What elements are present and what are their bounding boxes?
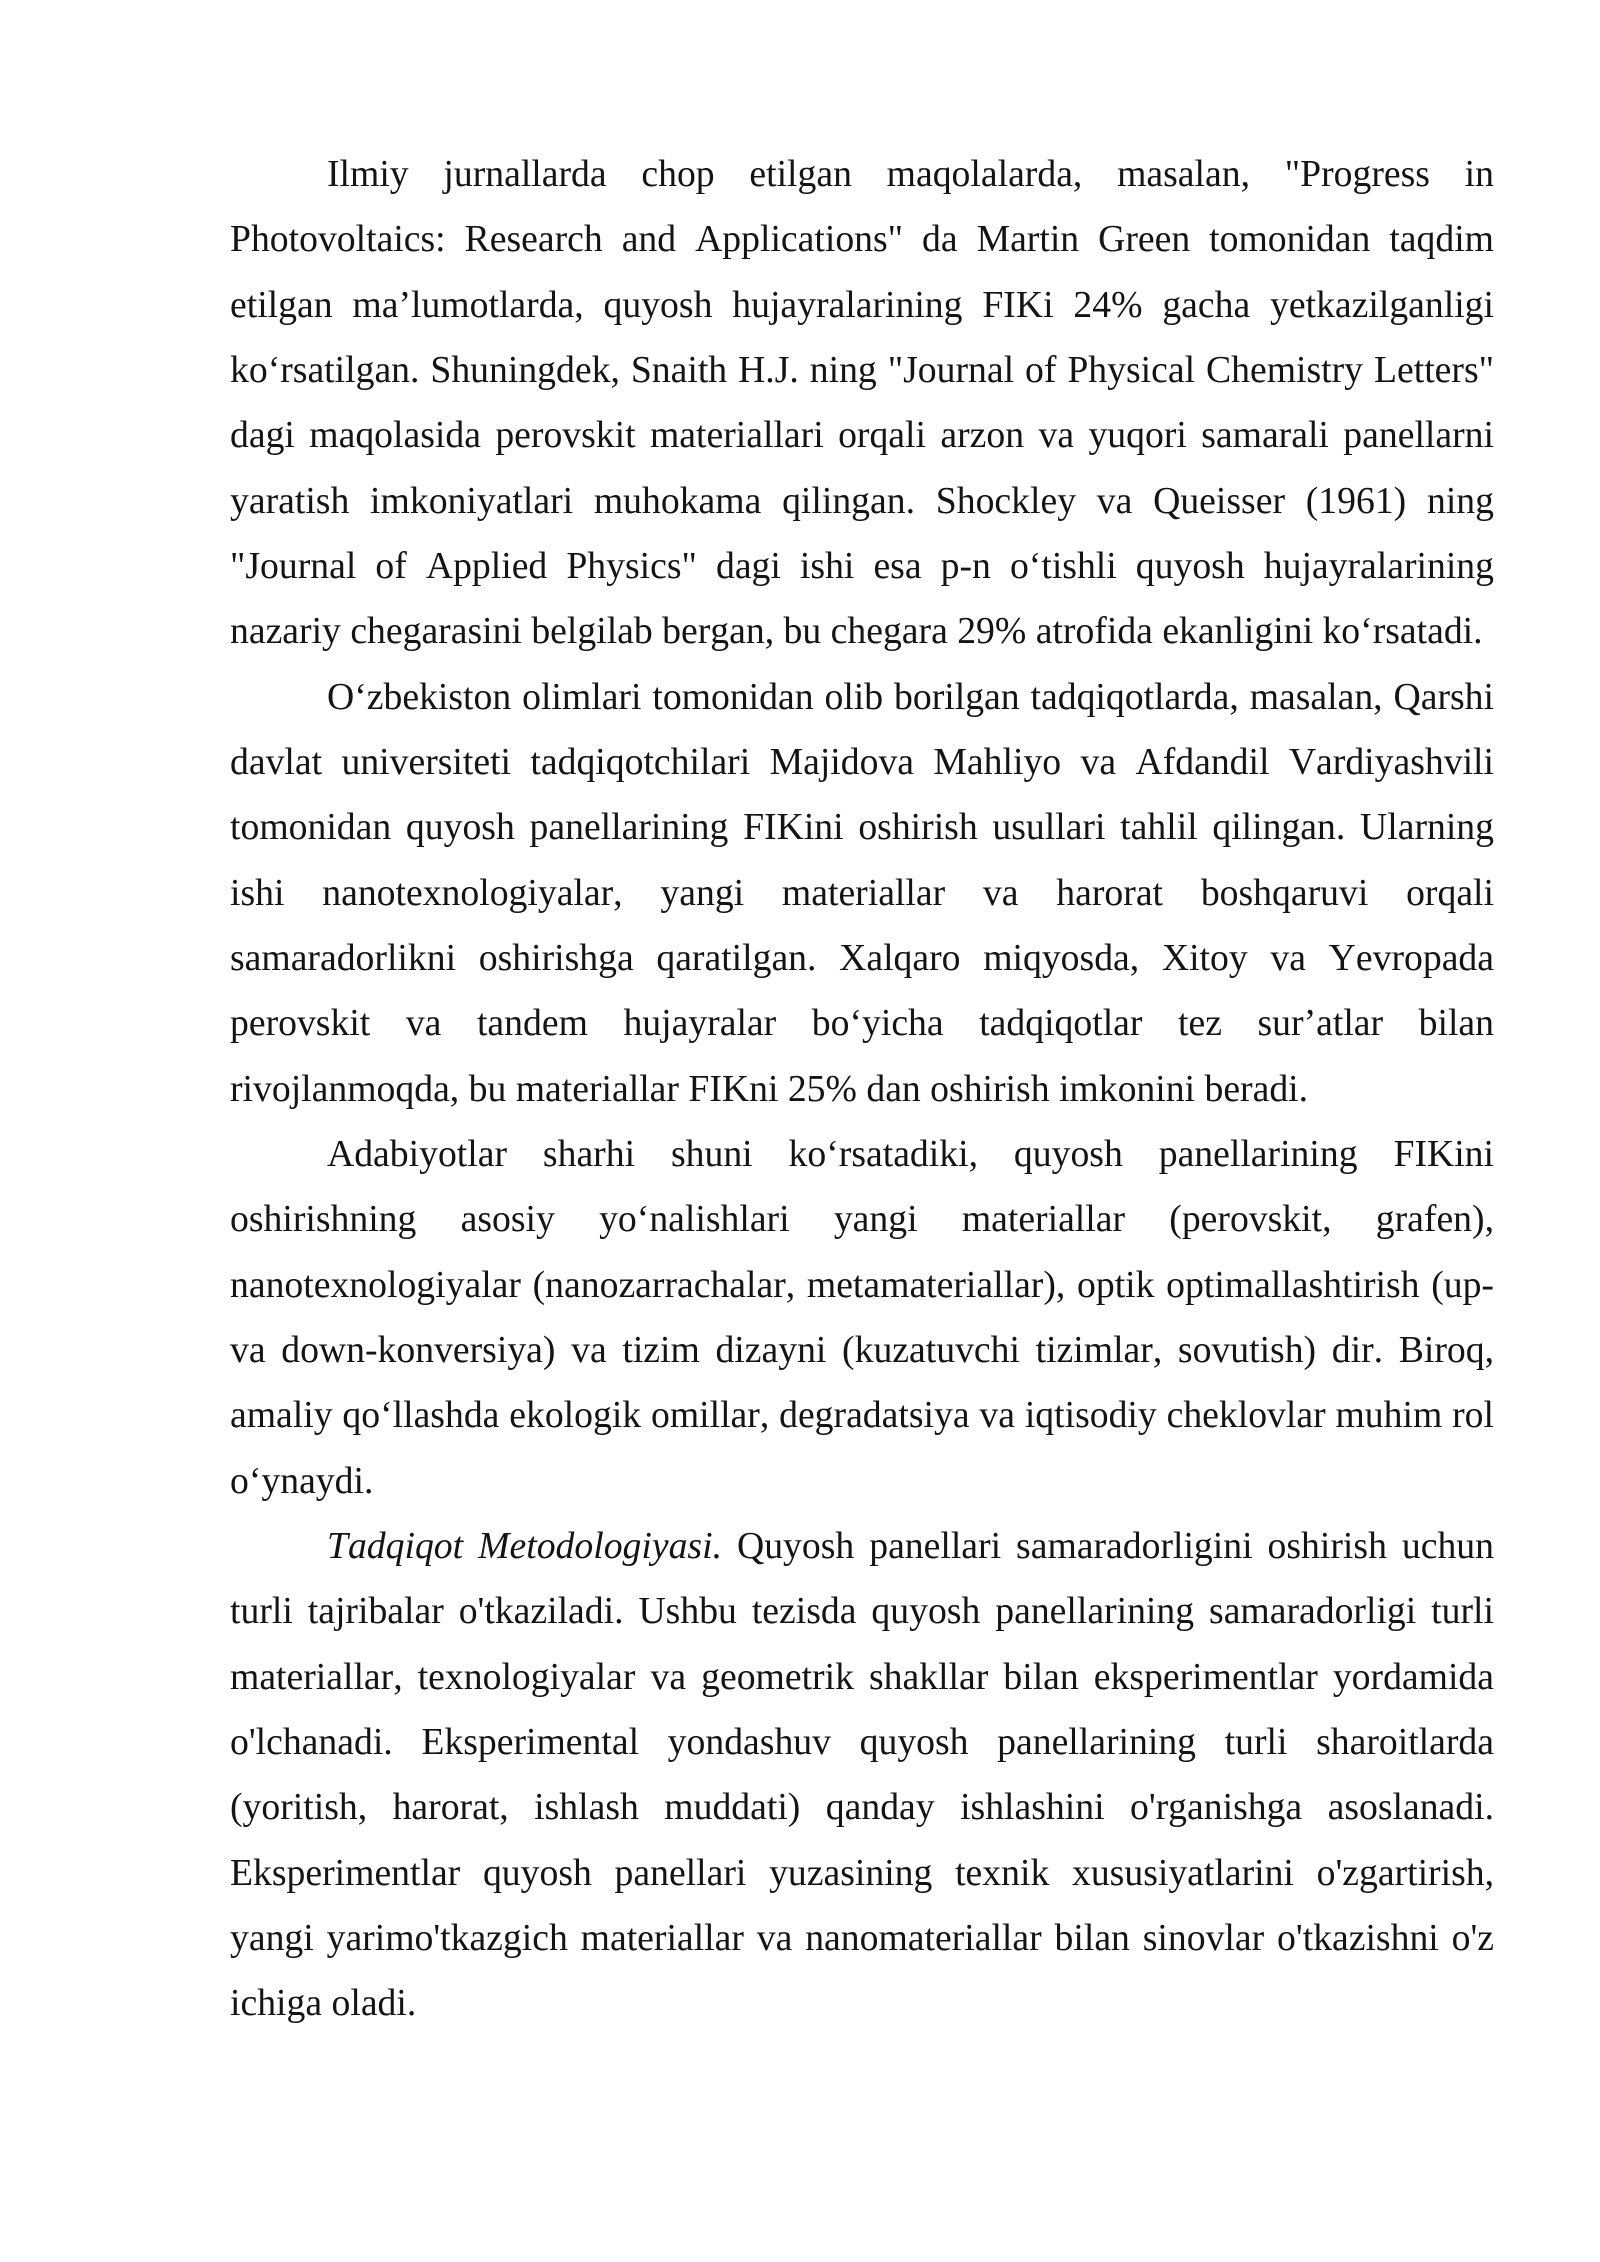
paragraph-line: etilgan ma’lumotlarda, quyosh hujayralarining FIKi 24% gacha yetkazilganligi: [230, 283, 1494, 326]
paragraph-line: dagi maqolasida perovskit materiallari orqali arzon va yuqori samarali panellarni: [230, 414, 1494, 457]
paragraph-line-text: Quyosh panellari samaradorligini oshirish uchun: [722, 1524, 1494, 1567]
paragraph-line: samaradorlikni oshirishga qaratilgan. Xalqaro miqyosda, Xitoy va Yevropada: [230, 936, 1494, 979]
paragraph-line: perovskit va tandem hujayralar bo‘yicha tadqiqotlar tez sur’atlar bilan: [230, 1002, 1494, 1045]
body-text: [230, 142, 1494, 2037]
paragraph-line: yaratish imkoniyatlari muhokama qilingan. Shockley va Queisser (1961) ning: [230, 479, 1494, 522]
paragraph-line: nazariy chegarasini belgilab bergan, bu chegara 29% atrofida ekanligini ko‘rsatadi.: [230, 610, 1483, 653]
methodology-run-in-heading: Tadqiqot Metodologiyasi.: [327, 1524, 722, 1567]
paragraph-line: amaliy qo‘llashda ekologik omillar, degradatsiya va iqtisodiy cheklovlar muhim rol: [230, 1394, 1494, 1437]
paragraph-line: davlat universiteti tadqiqotchilari Majidova Mahliyo va Afdandil Vardiyashvili: [230, 740, 1494, 783]
paragraph-line: nanotexnologiyalar (nanozarrachalar, metamateriallar), optik optimallashtirish (up-: [230, 1263, 1494, 1306]
paragraph-line: O‘zbekiston olimlari tomonidan olib borilgan tadqiqotlarda, masalan, Qarshi: [327, 675, 1494, 718]
paragraph-literature-journals: [230, 142, 1494, 665]
paragraph-line: Adabiyotlar sharhi shuni ko‘rsatadiki, quyosh panellarining FIKini: [327, 1132, 1494, 1175]
paragraph-line: va down-konversiya) va tizim dizayni (kuzatuvchi tizimlar, sovutish) dir. Biroq,: [230, 1328, 1494, 1371]
paragraph-line: ichiga oladi.: [230, 1982, 417, 2025]
paragraph-line: Eksperimentlar quyosh panellari yuzasining texnik xususiyatlarini o'zgartirish,: [230, 1851, 1494, 1894]
paragraph-line: materiallar, texnologiyalar va geometrik shakllar bilan eksperimentlar yordamida: [230, 1655, 1494, 1698]
paragraph-uzbek-research: [230, 665, 1494, 1122]
paragraph-line: oshirishning asosiy yo‘nalishlari yangi materiallar (perovskit, grafen),: [230, 1198, 1494, 1241]
paragraph-line: rivojlanmoqda, bu materiallar FIKni 25% dan oshirish imkonini beradi.: [230, 1067, 1309, 1110]
paragraph-line: Ilmiy jurnallarda chop etilgan maqolalarda, masalan, "Progress in: [327, 153, 1494, 195]
paragraph-line: (yoritish, harorat, ishlash muddati) qanday ishlashini o'rganishga asoslanadi.: [230, 1786, 1494, 1829]
paragraph-line: yangi yarimo'tkazgich materiallar va nanomateriallar bilan sinovlar o'tkazishni o'z: [230, 1916, 1494, 1959]
paragraph-line: "Journal of Applied Physics" dagi ishi esa p-n o‘tishli quyosh hujayralarining: [230, 544, 1494, 587]
paragraph-line: tomonidan quyosh panellarining FIKini oshirish usullari tahlil qilingan. Ularning: [230, 806, 1494, 849]
paragraph-line: o'lchanadi. Eksperimental yondashuv quyosh panellarining turli sharoitlarda: [230, 1720, 1494, 1763]
paragraph-line: Photovoltaics: Research and Applications" da Martin Green tomonidan taqdim: [230, 218, 1494, 261]
paragraph-methodology: [230, 1514, 1494, 2037]
paragraph-line: [230, 1514, 1494, 1579]
paragraph-line: o‘ynaydi.: [230, 1459, 374, 1502]
paragraph-line: turli tajribalar o'tkaziladi. Ushbu tezisda quyosh panellarining samaradorligi turli: [230, 1590, 1494, 1633]
paragraph-line: ko‘rsatilgan. Shuningdek, Snaith H.J. ning "Journal of Physical Chemistry Letters": [230, 348, 1494, 391]
paragraph-line: ishi nanotexnologiyalar, yangi materiallar va harorat boshqaruvi orqali: [230, 871, 1494, 914]
paragraph-literature-review-summary: [230, 1122, 1494, 1514]
